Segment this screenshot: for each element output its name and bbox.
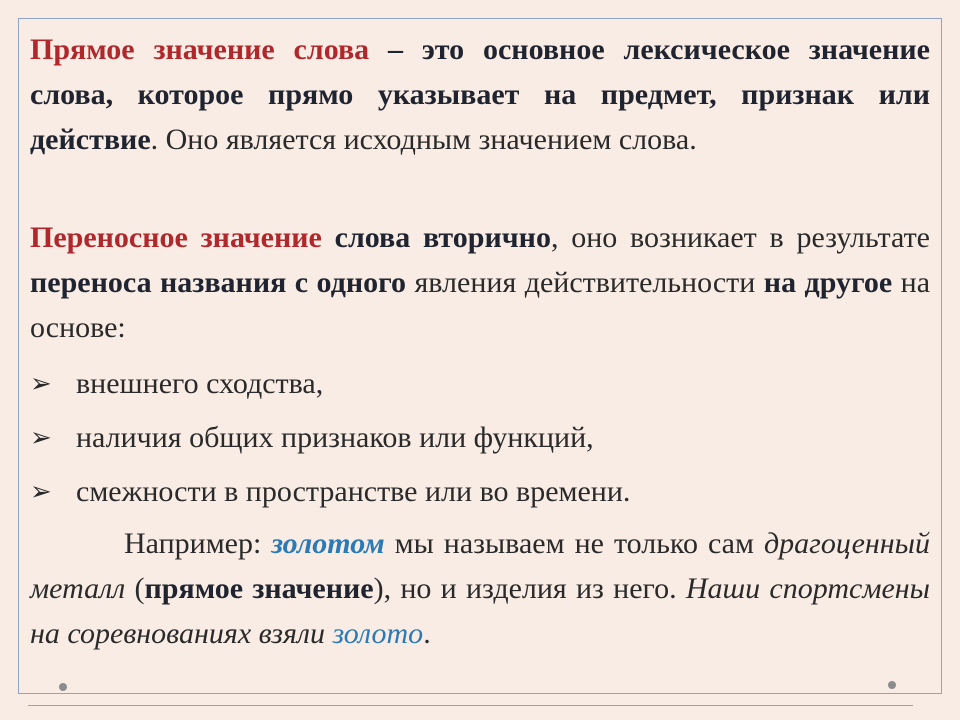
figurative-bold-3: на другое xyxy=(763,266,893,299)
bases-list xyxy=(30,357,930,519)
example-text-2: ( xyxy=(125,572,145,605)
example-lead: Например: xyxy=(124,527,272,560)
direct-meaning-paragraph xyxy=(30,27,930,162)
arrow-bullet-icon: ➢ xyxy=(30,477,52,506)
figurative-text-1: , оно возникает в результате xyxy=(550,221,930,254)
example-text-1: мы называем не только сам xyxy=(384,527,764,560)
list-item-text: внешнего сходства, xyxy=(76,367,324,400)
bottom-divider xyxy=(28,705,913,706)
figurative-meaning-term: Переносное значение xyxy=(30,221,322,254)
example-bold: прямое значение xyxy=(144,572,374,605)
list-item xyxy=(30,465,930,519)
list-item xyxy=(30,411,930,465)
example-word: золотом xyxy=(271,527,385,560)
figurative-text-2: явления действительности xyxy=(406,266,764,299)
example-text-3: ), но и изделия из него. xyxy=(373,572,686,605)
direct-meaning-definition: это основное лексическое значение слова, которое прямо указывает на предмет, признак или действие xyxy=(30,33,930,156)
figurative-text-3: на основе: xyxy=(30,266,931,344)
arrow-bullet-icon: ➢ xyxy=(30,423,52,452)
example-end: . xyxy=(423,617,431,650)
figurative-bold-1: слова вторично xyxy=(321,221,551,254)
figurative-bold-2: переноса названия с одного xyxy=(30,266,407,299)
arrow-bullet-icon: ➢ xyxy=(30,369,52,398)
list-item xyxy=(30,357,930,411)
list-item-text: наличия общих признаков или функций, xyxy=(76,421,594,454)
direct-meaning-tail: . Оно является исходным значением слова. xyxy=(150,123,697,156)
decorative-dot-right xyxy=(888,681,896,689)
example-metal: драгоценный металл xyxy=(30,527,930,605)
example-last-word: золото xyxy=(332,617,424,650)
list-item-text: смежности в пространстве или во времени. xyxy=(76,475,631,508)
decorative-dot-left xyxy=(59,683,67,691)
direct-meaning-term: Прямое значение слова xyxy=(30,33,370,66)
example-sentence: Наши спортсмены на соревнованиях взяли xyxy=(30,572,930,650)
figurative-meaning-paragraph xyxy=(30,215,930,350)
definition-dash: – xyxy=(369,33,422,66)
example-paragraph xyxy=(30,521,930,656)
